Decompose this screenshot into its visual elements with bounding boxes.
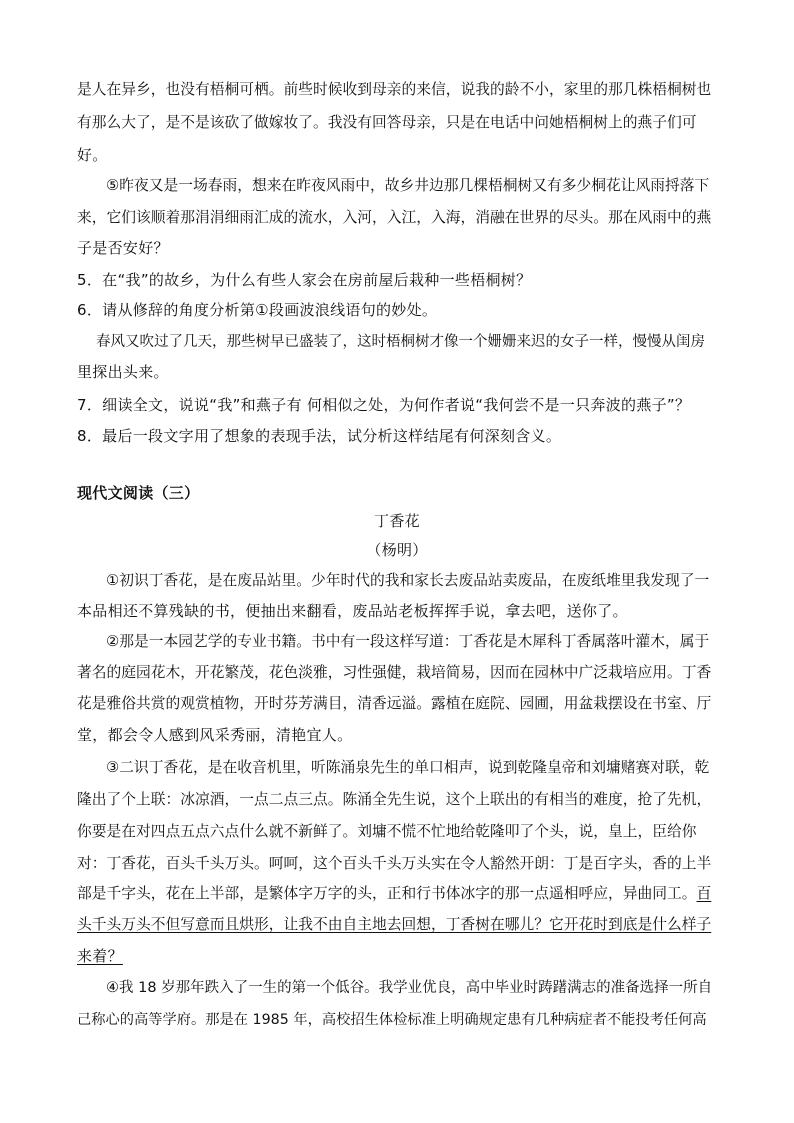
text-line: 是人在异乡，也没有梧桐可栖。前些时候收到母亲的来信，说我的龄不小，家里的那几株梧桐树也	[77, 81, 712, 98]
text-line: 子是否安好？	[77, 239, 169, 257]
paragraph-4: ④我 18 岁那年跌入了一生的第一个低谷。我学业优良，高中毕业时踌躇满志的准备选择一所自	[106, 980, 713, 996]
article-title: 丁香花	[374, 512, 420, 530]
section-heading: 现代文阅读（三）	[77, 484, 200, 502]
text-line: 有那么大了，是不是该砍了做嫁妆了。我没有回答母亲，只是在电话中问她梧桐树上的燕子们可	[77, 114, 697, 131]
text-line: 来，它们该顺着那涓涓细雨汇成的流水，入河，入江，入海，消融在世界的尽头。那在风雨中的燕	[77, 209, 712, 226]
question-5: 5．在“我”的故乡，为什么有些人家会在房前屋后栽种一些梧桐树？	[77, 271, 532, 289]
text-line: 好。	[77, 146, 108, 164]
text-line	[77, 884, 711, 904]
text-line: 你要是在对四点五点六点什么就不新鲜了。刘墉不慌不忙地给乾隆叩了个头，说，皇上，臣给你	[77, 823, 697, 840]
text-line: 本品相还不算残缺的书，便抽出来翻看，废品站老板挥挥手说，拿去吧，送你了。	[77, 602, 628, 620]
text-line: 己称心的高等学府。那是在 1985 年，高校招生体检标准上明确规定患有几种病症者不能投考任何高	[77, 1012, 707, 1028]
paragraph-3: ③二识丁香花，是在收音机里，听陈涌泉先生的单口相声，说到乾隆皇帝和刘墉赌赛对联，乾	[106, 759, 710, 776]
text-line: 堂，都会令人感到风采秀丽，清艳宜人。	[77, 726, 353, 744]
question-6: 6．请从修辞的角度分析第①段画波浪线语句的妙处。	[77, 301, 438, 319]
article-author: （杨明）	[366, 541, 428, 559]
text-line: 对：丁香花，百头千头万头。呵呵，这个百头千头万头实在令人豁然开朗：丁是百字头，香的上半	[77, 855, 712, 872]
text-line: 里探出头来。	[77, 363, 169, 381]
paragraph-5: ⑤昨夜又是一场春雨，想来在昨夜风雨中，故乡井边那几棵梧桐树又有多少桐花让风雨捋落下	[106, 177, 710, 194]
question-7: 7．细读全文，说说“我”和燕子有 何相似之处，为何作者说“我何尝不是一只奔波的燕子”？	[77, 396, 691, 414]
underlined-sentence: 百	[696, 885, 712, 902]
quoted-sentence: 春风又吹过了几天，那些树早已盛装了，这时梧桐树才像一个姗姗来迟的女子一样，慢慢从闺房	[96, 334, 705, 350]
text-line: 隆出了个上联：冰凉酒，一点二点三点。陈涌全先生说，这个上联出的有相当的难度，抢了先机，	[77, 791, 712, 808]
question-8: 8．最后一段文字用了想象的表现手法，试分析这样结尾有何深刻含义。	[77, 427, 562, 445]
underlined-sentence: 来着？	[77, 947, 123, 965]
text-line: 花是雅俗共赏的观赏植物，开时芬芳满目，清香远溢。露植在庭院、园圃，用盆栽摆设在书室、厅	[77, 695, 712, 712]
text-segment: 部是千字头，花在上半部，是繁体字万字的头，正和行书体冰字的那一点遥相呼应，异曲同工。	[77, 885, 697, 902]
paragraph-1: ①初识丁香花，是在废品站里。少年时代的我和家长去废品站卖废品，在废纸堆里我发现了一	[106, 572, 710, 589]
underlined-sentence: 头千头万头不但写意而且烘形，让我不由自主地去回想，丁香树在哪儿？它开花时到底是什么样子	[77, 916, 712, 933]
text-line: 著名的庭园花木，开花繁茂，花色淡雅，习性强健，栽培简易，因而在园林中广泛栽培应用。丁香	[77, 664, 712, 681]
paragraph-2: ②那是一本园艺学的专业书籍。书中有一段这样写道：丁香花是木犀科丁香属落叶灌木，属于	[106, 633, 710, 650]
